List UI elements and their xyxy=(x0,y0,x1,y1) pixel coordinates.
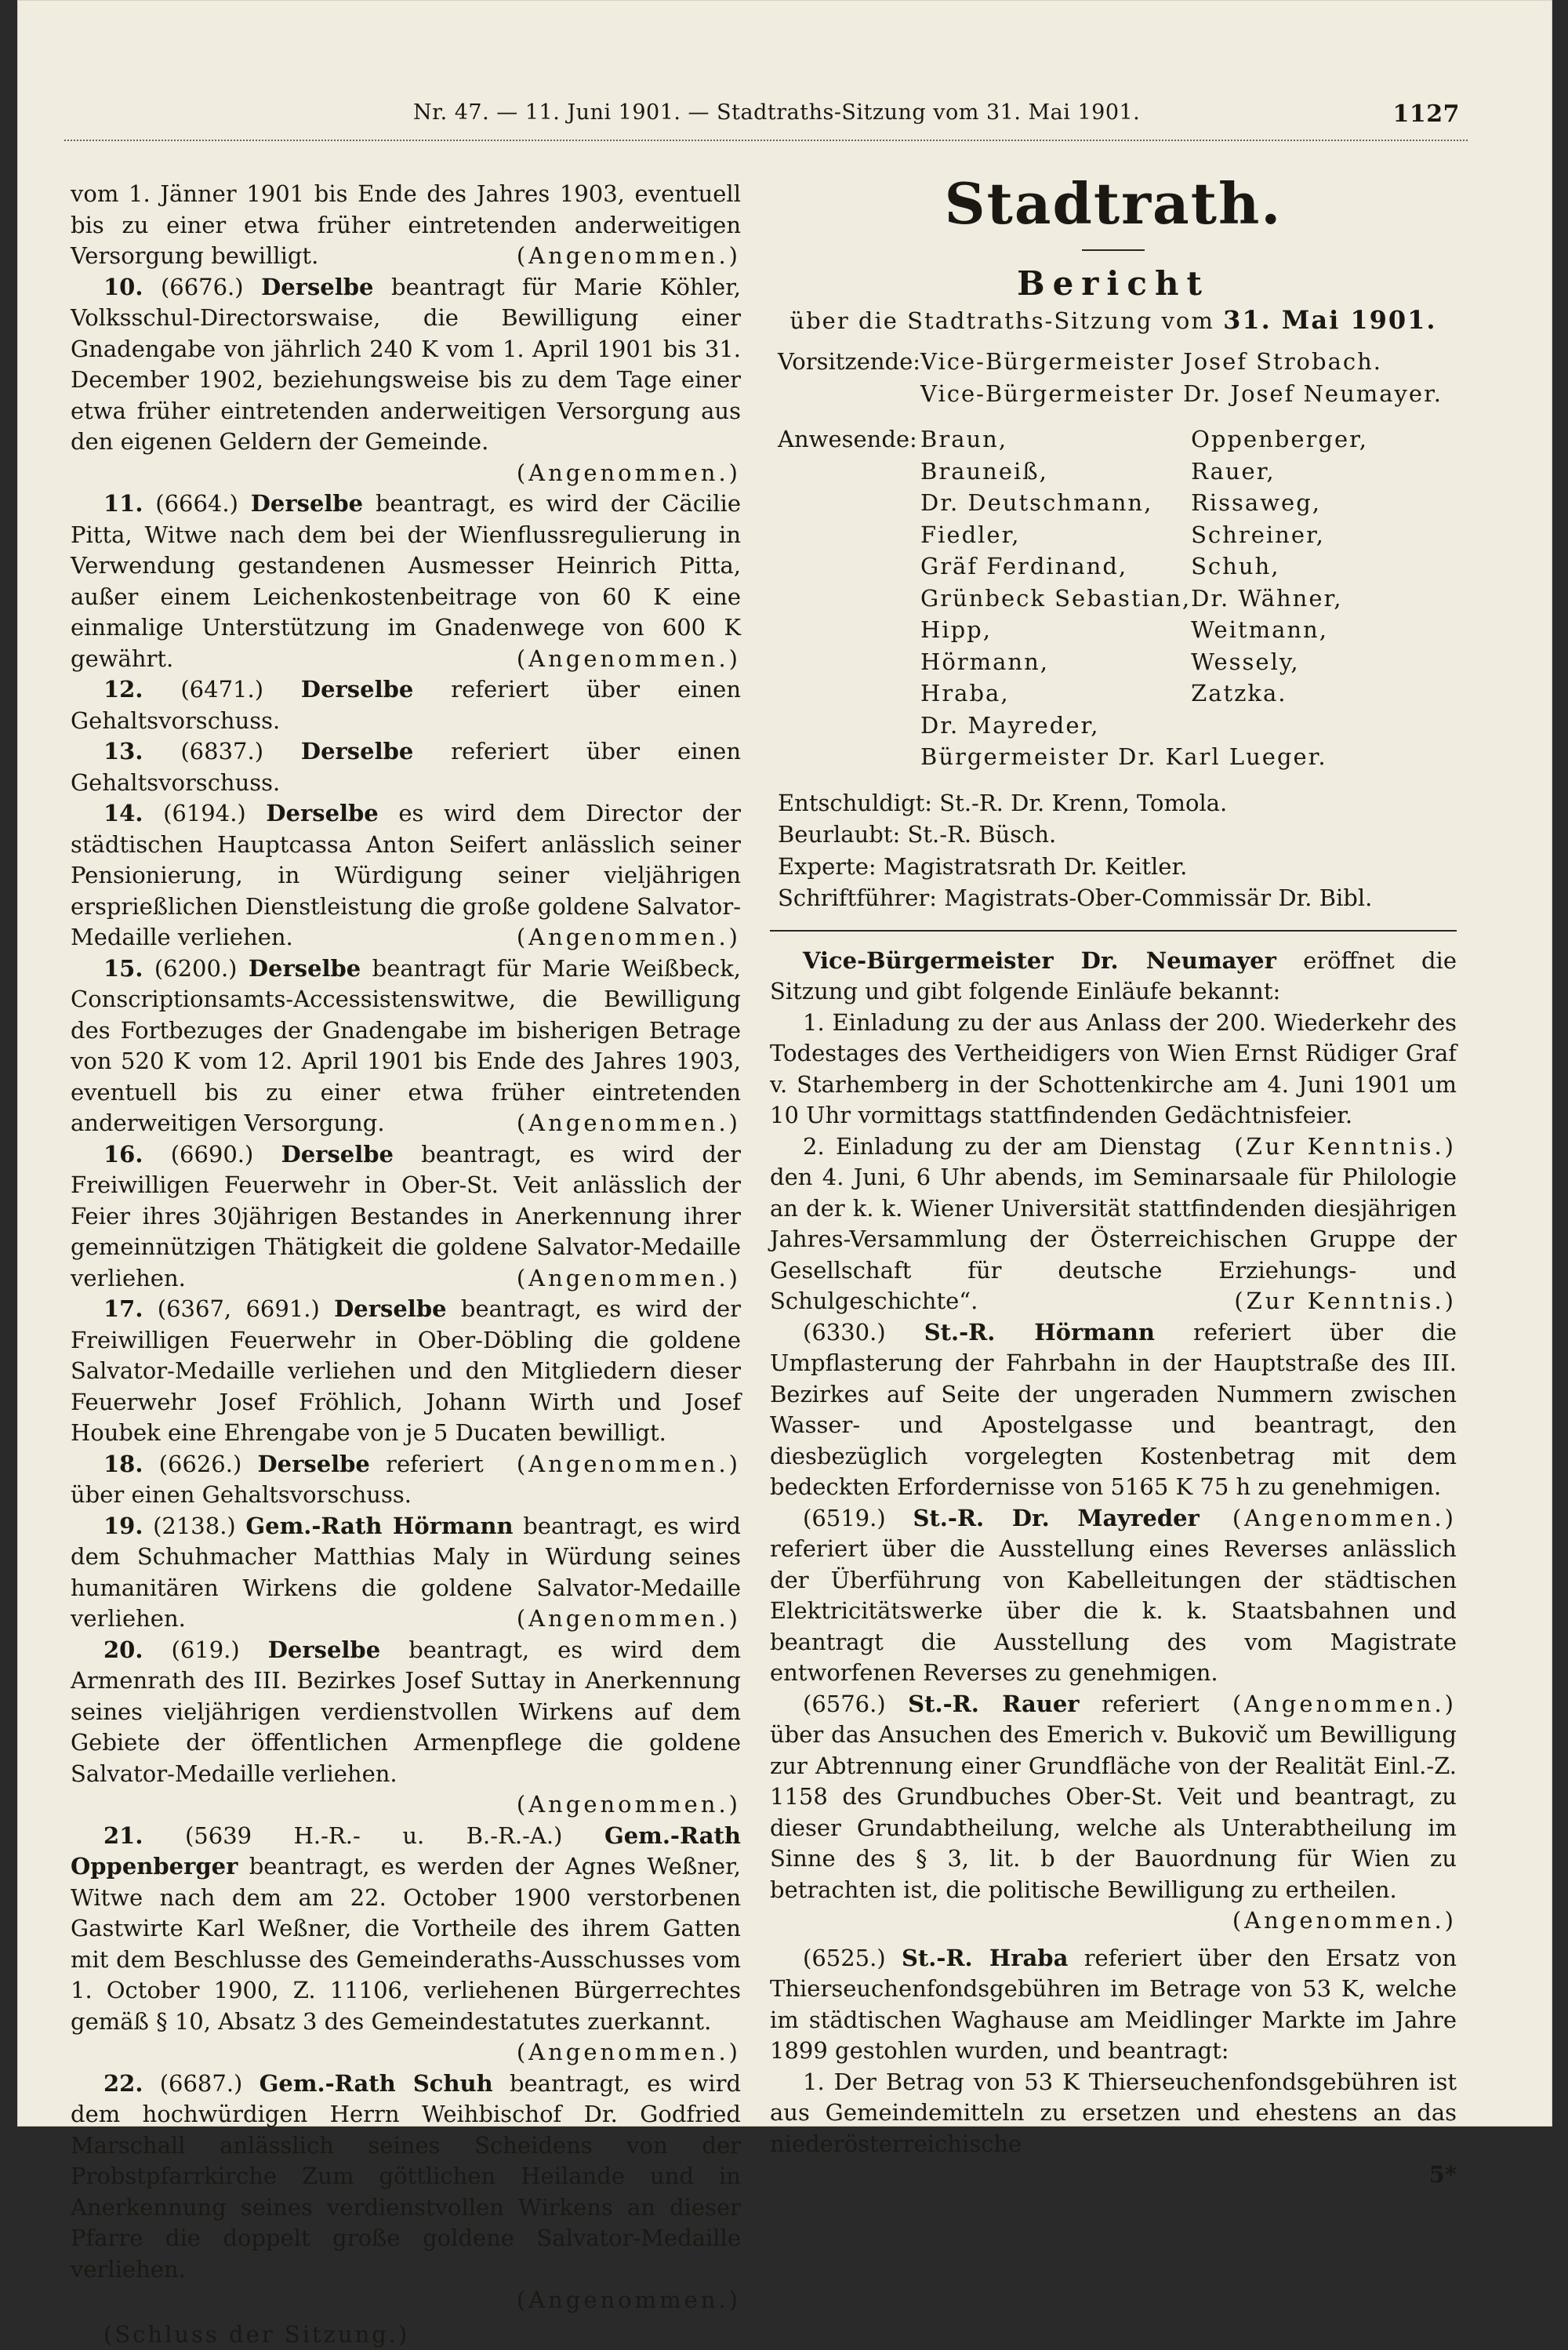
present-name: Brauneiß, xyxy=(920,456,1191,488)
page-number: 1127 xyxy=(1393,100,1461,128)
attendance-table xyxy=(770,346,1457,773)
item-11 xyxy=(71,489,741,674)
item-text: beantragt, es wird der Freiwilligen Feuerwehr in Ober-St. Veit anlässlich der Feier ihres 30jährigen Bestandes in Anerkennung ihrer gemeinnützigen Thätigkeit die goldene Salvator-Medaille verliehen. xyxy=(71,1141,741,1291)
accepted-note: (Angenommen.) xyxy=(71,458,741,489)
item-text: beantragt, es wird dem hochwürdigen Herrn Weihbischof Dr. Godfried Marschall anlässlich seines Scheidens von der Probstpfarrkirche Zum göttlichen Heilande und in Anerkennung seines verdienstvollen Wirkens an dieser Pfarre die doppelt große goldene Salvator-Medaille verliehen. xyxy=(71,2070,741,2283)
present-name: Wessely, xyxy=(1191,646,1457,678)
speaker-name: Derselbe xyxy=(257,1451,369,1477)
item-20 xyxy=(71,1635,741,1821)
item-text: referiert über die Ausstellung eines Reverses anlässlich der Überführung von Kabelleitungen der städtischen Elektricitätswerke über die k. k. Staatsbahnen und beantragt die Ausstellung des vom Magistrate entworfenen Reverses zu genehmigen. xyxy=(770,1535,1457,1686)
signature-mark: 5* xyxy=(1429,2159,1457,2191)
accepted-note: (Angenommen.) xyxy=(71,2037,741,2069)
item-number: 22. xyxy=(103,2070,143,2097)
item-ref: (6690.) xyxy=(171,1141,254,1168)
section-rule xyxy=(770,930,1457,932)
subtitle-prefix: über die Stadtraths-Sitzung vom xyxy=(789,307,1214,334)
speaker-name: Derselbe xyxy=(266,800,378,826)
accepted-note: (Angenommen.) xyxy=(484,1449,741,1480)
header-line: Nr. 47. — 11. Juni 1901. — Stadtraths-Sitzung vom 31. Mai 1901. xyxy=(413,100,1140,125)
speaker-name: Gem.-Rath Oppenberger xyxy=(71,1822,741,1880)
accepted-note: (Angenommen.) xyxy=(1200,1689,1457,1720)
item-number: 21. xyxy=(103,1822,143,1849)
item-ref: (6837.) xyxy=(180,738,263,765)
report-subtitle xyxy=(770,304,1457,336)
speaker-name: St.-R. Dr. Mayreder xyxy=(913,1505,1199,1531)
speaker-name: St.-R. Rauer xyxy=(908,1691,1079,1717)
item-text: referiert über einen Gehaltsvorschuss. xyxy=(71,738,741,796)
masthead-rule xyxy=(1082,249,1145,251)
item-number: 20. xyxy=(103,1636,143,1663)
item-ref: (6330.) xyxy=(803,1319,886,1346)
item-13 xyxy=(71,736,741,798)
item-ref: (6626.) xyxy=(159,1451,242,1477)
running-header xyxy=(72,100,1460,132)
speaker-name: Gem.-Rath Hörmann xyxy=(245,1513,513,1539)
item-text: es wird dem Director der städtischen Hauptcassa Anton Seifert anlässlich seiner Pensionierung, in Würdigung seiner vieljährigen ersprießlichen Dienstleistung die große goldene Salvator-Medaille verliehen. xyxy=(71,800,741,950)
item-16 xyxy=(71,1139,741,1295)
excused-line: Entschuldigt: St.-R. Dr. Krenn, Tomola. xyxy=(778,787,1457,819)
item-number: 15. xyxy=(103,955,143,982)
item-10 xyxy=(71,272,741,489)
continued-paragraph xyxy=(71,179,741,272)
closing-note: (Schluss der Sitzung.) xyxy=(71,2319,741,2350)
item-text: referiert über den Ersatz von Thierseuchenfondsgebühren im Betrage von 53 K, welche im städtischen Waghause am Meidlinger Markte im Jahre 1899 gestohlen wurden, und beantragt: xyxy=(770,1945,1457,2065)
speaker-name: Derselbe xyxy=(281,1141,394,1168)
report-title: Bericht xyxy=(770,263,1457,304)
item-number: 10. xyxy=(103,274,143,300)
present-name: Braun, xyxy=(920,423,1191,456)
item-ref: (2138.) xyxy=(153,1513,236,1539)
present-name: Schreiner, xyxy=(1191,519,1457,551)
item-14 xyxy=(71,798,741,953)
paragraph-text: vom 1. Jänner 1901 bis Ende des Jahres 1903, eventuell bis zu einer etwa früher eintretenden anderweitigen Versorgung bewilligt. xyxy=(71,180,741,269)
item-number: 12. xyxy=(103,676,143,703)
present-name: Fiedler, xyxy=(920,519,1191,551)
item-ref: (6676.) xyxy=(161,274,244,300)
officials-list xyxy=(770,787,1457,914)
present-name: Dr. Mayreder, xyxy=(920,710,1191,742)
item-number: 11. xyxy=(103,490,143,517)
item-ref: (6576.) xyxy=(803,1691,886,1717)
present-name: Dr. Wähner, xyxy=(1191,583,1457,615)
speaker-name: Vice-Bürgermeister Dr. Neumayer xyxy=(803,947,1276,974)
present-name: Hörmann, xyxy=(920,646,1191,678)
paragraph-text: 1. Einladung zu der aus Anlass der 200. Wiederkehr des Todestages des Vertheidigers von Wien Ernst Rüdiger Graf v. Starhemberg in der Schottenkirche am 4. Juni 1901 um 10 Uhr vormittags stattfindenden Gedächtnisfeier. xyxy=(770,1009,1457,1129)
present-name: Schuh, xyxy=(1191,550,1457,583)
accepted-note: (Angenommen.) xyxy=(71,2285,741,2316)
item-number: 16. xyxy=(103,1141,143,1168)
item-number: 17. xyxy=(103,1295,143,1322)
item-21 xyxy=(71,1821,741,2069)
item-text: referiert über einen Gehaltsvorschuss. xyxy=(71,1451,484,1509)
chair-2: Vice-Bürgermeister Dr. Josef Neumayer. xyxy=(920,378,1457,410)
on-leave-line: Beurlaubt: St.-R. Büsch. xyxy=(778,819,1457,851)
item-12 xyxy=(71,674,741,736)
report-item-3 xyxy=(770,1689,1457,1937)
item-text: beantragt, es wird der Cäcilie Pitta, Witwe nach dem bei der Wienflussregulierung in Verwendung gestandenen Ausmesser Heinrich Pitta, außer einem Leichenkostenbeitrage von 60 K eine einmalige Unterstützung im Gnadenwege von 600 K gewährt. xyxy=(71,490,741,672)
noted-note: (Zur Kenntnis.) xyxy=(1201,1131,1457,1163)
present-name: Dr. Deutschmann, xyxy=(920,487,1191,519)
einlauf-1 xyxy=(770,1008,1457,1131)
item-19 xyxy=(71,1511,741,1635)
header-rule xyxy=(64,140,1468,141)
item-ref: (6525.) xyxy=(803,1945,886,1971)
present-name: Rissaweg, xyxy=(1191,487,1457,519)
item-number: 19. xyxy=(103,1513,143,1539)
present-label: Anwesende: xyxy=(770,423,920,456)
report-item-1 xyxy=(770,1317,1457,1503)
item-ref: (5639 H.-R.- u. B.-R.-A.) xyxy=(185,1822,562,1849)
speaker-name: Derselbe xyxy=(334,1295,446,1322)
item-ref: (6471.) xyxy=(180,676,263,703)
item-ref: (6664.) xyxy=(155,490,238,517)
session-date: 31. Mai 1901. xyxy=(1223,305,1436,335)
item-ref: (6687.) xyxy=(160,2070,243,2097)
speaker-name: Derselbe xyxy=(268,1636,380,1663)
masthead-title: Stadtrath. xyxy=(770,173,1457,235)
item-ref: (6519.) xyxy=(803,1505,886,1531)
speaker-name: Gem.-Rath Schuh xyxy=(260,2070,493,2097)
item-22 xyxy=(71,2069,741,2316)
item-text: beantragt, es wird dem Armenrath des III. Bezirkes Josef Suttay in Anerkennung seines vieljährigen verdienstvollen Wirkens auf dem Gebiete der öffentlichen Armenpflege die goldene Salvator-Medaille verliehen. xyxy=(71,1636,741,1787)
accepted-note: (Angenommen.) xyxy=(484,922,741,953)
paragraph-text: eröffnet die Sitzung und gibt folgende Einläufe bekannt: xyxy=(770,947,1457,1005)
item-text: beantragt, es wird dem Schuhmacher Matthias Maly in Würdung seines humanitären Wirkens die goldene Salvator-Medaille verliehen. xyxy=(71,1513,741,1633)
expert-line: Experte: Magistratsrath Dr. Keitler. xyxy=(778,851,1457,883)
item-text: referiert über einen Gehaltsvorschuss. xyxy=(71,676,741,734)
item-17 xyxy=(71,1294,741,1449)
item-text: beantragt, es wird der Freiwilligen Feuerwehr in Ober-Döbling die goldene Salvator-Medaille verliehen und den Mitgliedern dieser Feuerwehr Josef Fröhlich, Johann Wirth und Josef Houbek eine Ehrengabe von je 5 Ducaten bewilligt. xyxy=(71,1295,741,1446)
speaker-name: Derselbe xyxy=(251,490,363,517)
present-name: Weitmann, xyxy=(1191,614,1457,646)
item-ref: (6194.) xyxy=(163,800,246,826)
speaker-name: St.-R. Hraba xyxy=(902,1945,1068,1971)
item-text: beantragt, es werden der Agnes Weßner, Witwe nach dem am 22. October 1900 verstorbenen Gastwirte Karl Weßner, die Vortheile des ihrem Gatten mit dem Beschlusse des Gemeinderaths-Ausschusses vom 1. October 1900, Z. 11106, verliehenen Bürgerrechtes gemäß § 10, Absatz 3 des Gemeindestatutes zuerkannt. xyxy=(71,1853,741,2035)
item-15 xyxy=(71,953,741,1139)
item-text: referiert über das Ansuchen des Emerich v. Bukovič um Bewilligung zur Abtrennung einer Grundfläche von der Realität Einl.-Z. 1158 des Grundbuches Ober-St. Veit und beantragt, zu dieser Grundabtheilung, welche als Unterabtheilung im Sinne des § 3, lit. b der Bauordnung für Wien zu betrachten ist, die politische Bewilligung zu ertheilen. xyxy=(770,1691,1457,1903)
present-name: Hraba, xyxy=(920,677,1191,710)
item-ref: (6367, 6691.) xyxy=(158,1295,320,1322)
item-number: 14. xyxy=(103,800,143,826)
accepted-note: (Angenommen.) xyxy=(484,1263,741,1295)
speaker-name: St.-R. Hörmann xyxy=(924,1319,1155,1346)
present-name: Bürgermeister Dr. Karl Lueger. xyxy=(920,741,1457,773)
item-ref: (619.) xyxy=(172,1636,240,1663)
present-name: Hipp, xyxy=(920,614,1191,646)
accepted-note: (Angenommen.) xyxy=(484,1108,741,1139)
accepted-note: (Angenommen.) xyxy=(1200,1503,1457,1535)
speaker-name: Derselbe xyxy=(301,676,413,703)
chair-label: Vorsitzende: xyxy=(770,346,920,378)
present-name: Oppenberger, xyxy=(1191,423,1457,456)
right-column xyxy=(770,179,1457,2159)
item-text: beantragt für Marie Weißbeck, Conscriptionsamts-Accessistenswitwe, die Bewilligung des Fortbezuges der Gnadengabe im bisherigen Betrage von 520 K vom 12. April 1901 bis Ende des Jahres 1903, eventuell bis zu einer etwa früher eintretenden anderweitigen Versorgung. xyxy=(71,955,741,1137)
secretary-line: Schriftführer: Magistrats-Ober-Commissär Dr. Bibl. xyxy=(778,882,1457,914)
newspaper-page xyxy=(17,0,1552,2127)
item-number: 13. xyxy=(103,738,143,765)
noted-note: (Zur Kenntnis.) xyxy=(1201,1286,1457,1317)
item-ref: (6200.) xyxy=(154,955,238,982)
opening-paragraph xyxy=(770,946,1457,1008)
accepted-note: (Angenommen.) xyxy=(484,644,741,675)
accepted-note: (Angenommen.) xyxy=(484,1604,741,1635)
chair-1: Vice-Bürgermeister Josef Strobach. xyxy=(920,346,1457,378)
report-item-4-point-1: 1. Der Betrag von 53 K Thierseuchenfondsgebühren ist aus Gemeindemitteln zu ersetzen und ehestens an das niederösterreichische xyxy=(770,2067,1457,2160)
accepted-note: (Angenommen.) xyxy=(770,1905,1457,1937)
accepted-note: (Angenommen.) xyxy=(517,241,741,272)
item-text: beantragt für Marie Köhler, Volksschul-Directorswaise, die Bewilligung einer Gnadengabe von jährlich 240 K vom 1. April 1901 bis 31. December 1902, beziehungsweise bis zu dem Tage einer etwa früher eintretenden anderweitigen Versorgung aus den eigenen Geldern der Gemeinde. xyxy=(71,274,741,456)
speaker-name: Derselbe xyxy=(261,274,373,300)
accepted-note: (Angenommen.) xyxy=(71,1789,741,1821)
present-name: Rauer, xyxy=(1191,456,1457,488)
item-text: referiert über die Umpflasterung der Fahrbahn in der Hauptstraße des III. Bezirkes auf Seite der ungeraden Nummern zwischen Wasser- und Apostelgasse und beantragt, den diesbezüglich vorgelegten Kostenbetrag mit dem bedeckten Erfordernisse von 5165 K 75 h zu genehmigen. xyxy=(770,1319,1457,1501)
speaker-name: Derselbe xyxy=(249,955,361,982)
present-name: Gräf Ferdinand, xyxy=(920,550,1191,583)
item-number: 18. xyxy=(103,1451,143,1477)
report-item-4 xyxy=(770,1943,1457,2067)
paragraph-text: 2. Einladung zu der am Dienstag den 4. Juni, 6 Uhr abends, im Seminarsaale für Philologie an der k. k. Wiener Universität stattfindenden diesjährigen Jahres-Versammlung der Österreichischen Gruppe der Gesellschaft für deutsche Erziehungs- und Schulgeschichte“. xyxy=(770,1133,1457,1315)
speaker-name: Derselbe xyxy=(301,738,413,765)
present-name: Grünbeck Sebastian, xyxy=(920,583,1191,615)
present-name: Zatzka. xyxy=(1191,677,1457,710)
left-column xyxy=(71,179,741,2350)
